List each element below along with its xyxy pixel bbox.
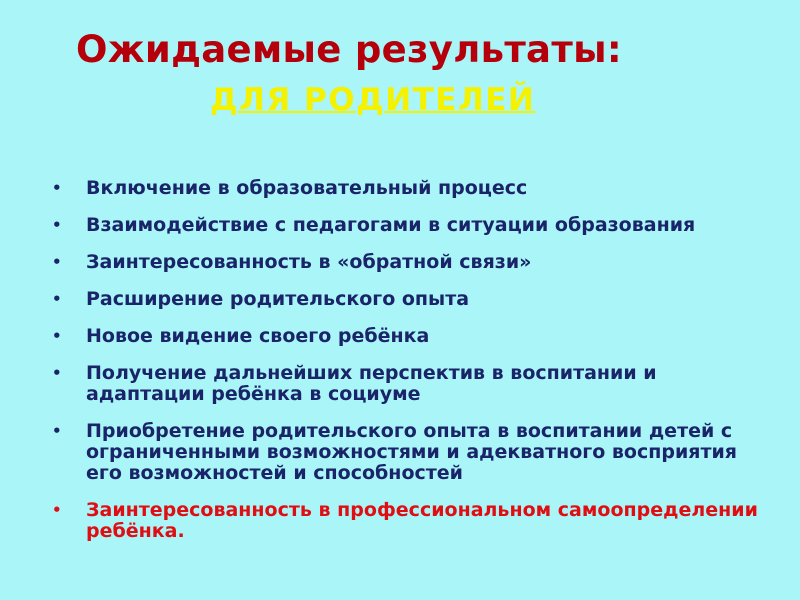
list-item [52, 326, 772, 347]
bullet-icon: • [52, 179, 62, 197]
bullet-icon: • [52, 253, 62, 271]
list-item-text: Включение в образовательный процесс [86, 177, 528, 199]
list-item-text: Приобретение родительского опыта в воспитании детей с ограниченными возможностями и адекватного восприятия его возможностей и способностей [86, 420, 738, 484]
list-item [52, 363, 772, 405]
bullet-icon: • [52, 422, 62, 440]
bullet-icon: • [52, 327, 62, 345]
list-item [52, 215, 772, 236]
list-item-text: Заинтересованность в профессиональном самоопределении ребёнка. [86, 499, 758, 542]
list-item [52, 421, 772, 484]
bullet-icon: • [52, 501, 62, 519]
bullet-icon: • [52, 216, 62, 234]
slide-title: Ожидаемые результаты: [76, 28, 622, 71]
list-item [52, 252, 772, 273]
bullet-icon: • [52, 290, 62, 308]
slide-subtitle: ДЛЯ РОДИТЕЛЕЙ [210, 82, 536, 118]
list-item-highlighted [52, 500, 772, 542]
list-item-text: Новое видение своего ребёнка [86, 325, 430, 347]
list-item-text: Взаимодействие с педагогами в ситуации образования [86, 214, 696, 236]
list-item-text: Заинтересованность в «обратной связи» [86, 251, 532, 273]
list-item-text: Получение дальнейших перспектив в воспитании и адаптации ребёнка в социуме [86, 362, 657, 405]
results-list [52, 178, 772, 558]
list-item [52, 289, 772, 310]
list-item [52, 178, 772, 199]
bullet-icon: • [52, 364, 62, 382]
list-item-text: Расширение родительского опыта [86, 288, 470, 310]
